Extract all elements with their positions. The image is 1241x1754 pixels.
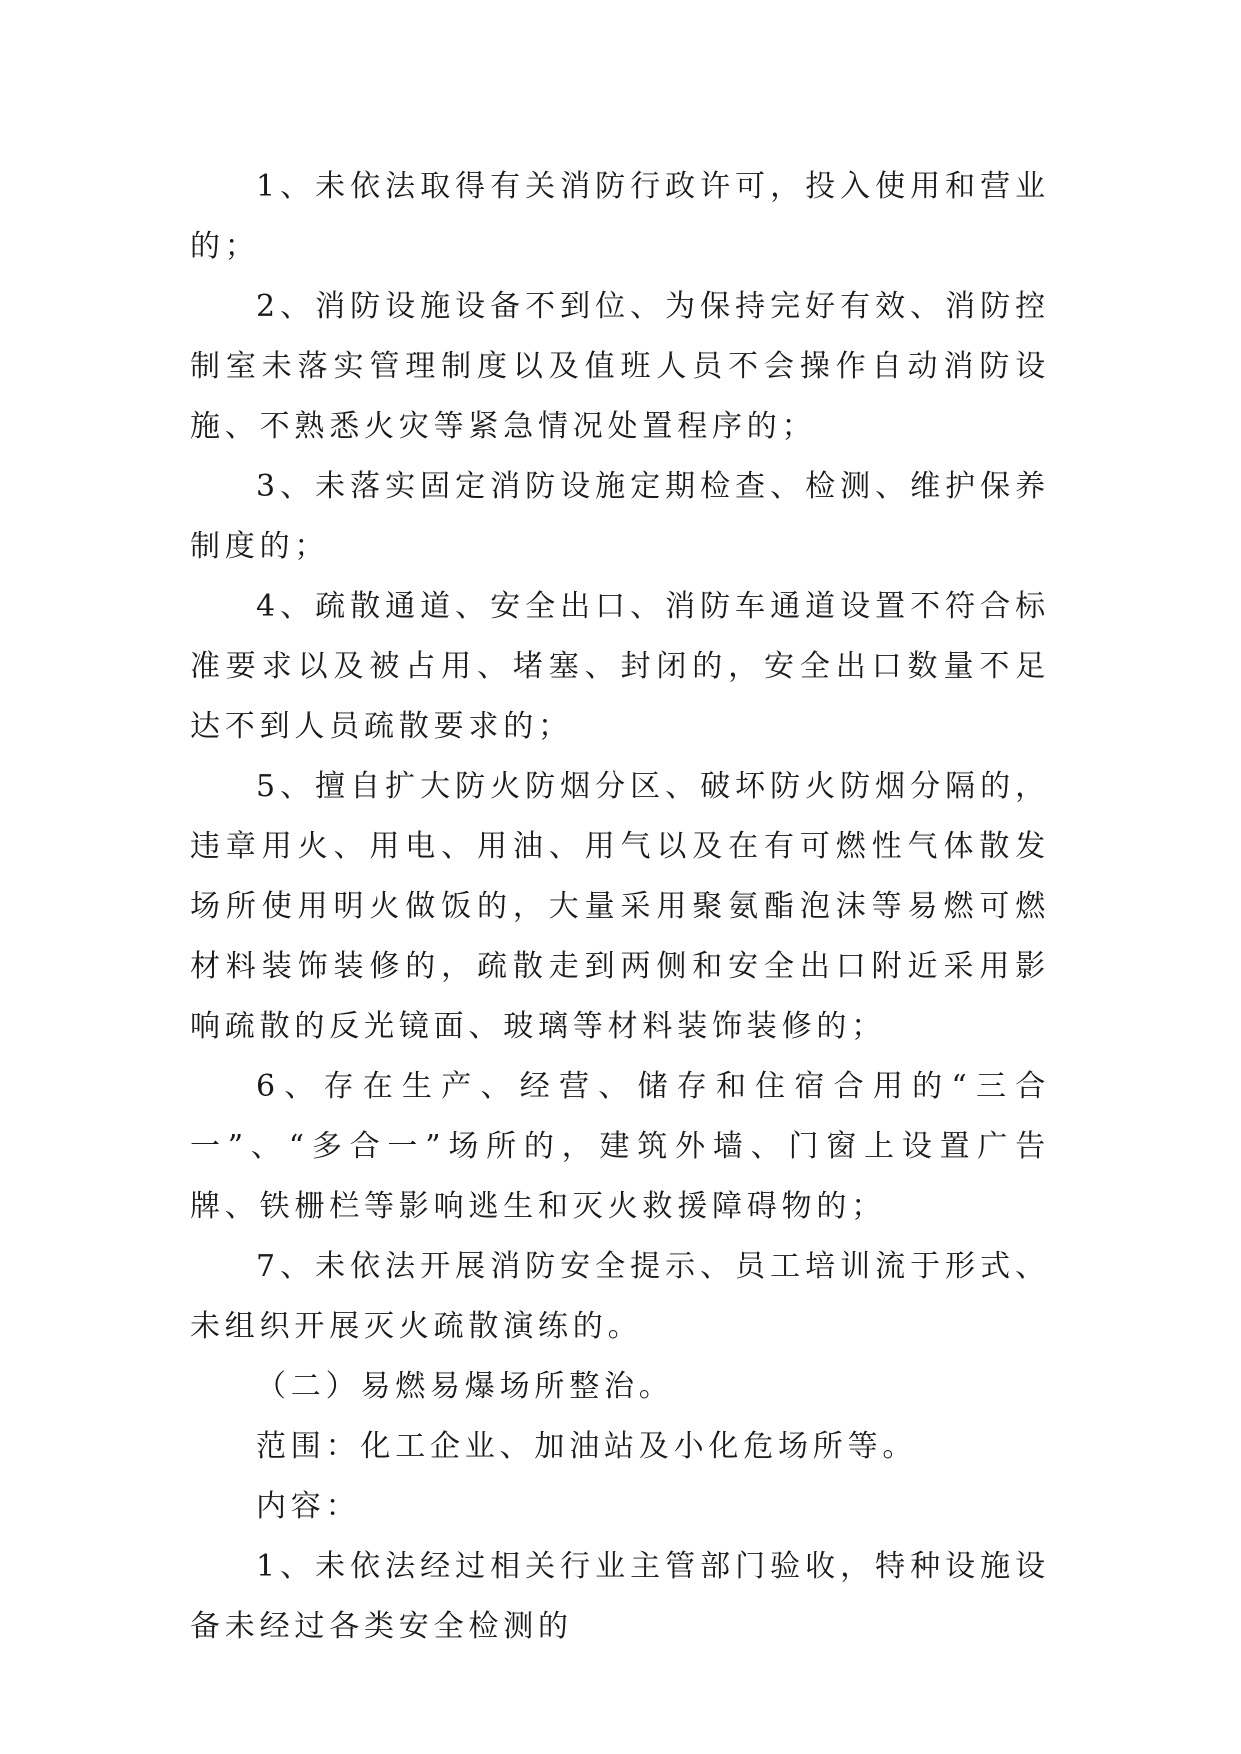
scope-paragraph: 范围：化工企业、加油站及小化危场所等。	[256, 1429, 918, 1464]
paragraph-item-8: 1、未依法经过相关行业主管部门验收，特种设施设备未经过各类安全检测的	[190, 1549, 1050, 1644]
section-heading: （二）易燃易爆场所整治。	[256, 1369, 674, 1404]
paragraph-item-3: 3、未落实固定消防设施定期检查、检测、维护保养制度的；	[190, 469, 1050, 564]
paragraph-item-7: 7、未依法开展消防安全提示、员工培训流于形式、未组织开展灭火疏散演练的。	[190, 1249, 1050, 1344]
paragraph-item-4: 4、疏散通道、安全出口、消防车通道设置不符合标准要求以及被占用、堵塞、封闭的，安全出口数量不足达不到人员疏散要求的；	[190, 589, 1050, 744]
paragraph-item-6: 6、存在生产、经营、储存和住宿合用的“三合一”、“多合一”场所的，建筑外墙、门窗上设置广告牌、铁栅栏等影响逃生和灭火救援障碍物的；	[190, 1069, 1050, 1224]
content-label: 内容：	[256, 1489, 361, 1524]
paragraph-item-2: 2、消防设施设备不到位、为保持完好有效、消防控制室未落实管理制度以及值班人员不会操作自动消防设施、不熟悉火灾等紧急情况处置程序的；	[190, 289, 1050, 444]
paragraph-item-5: 5、擅自扩大防火防烟分区、破坏防火防烟分隔的，违章用火、用电、用油、用气以及在有可燃性气体散发场所使用明火做饭的，大量采用聚氨酯泡沫等易燃可燃材料装饰装修的，疏散走到两侧和安全出口附近采用影响疏散的反光镜面、玻璃等材料装饰装修的；	[190, 769, 1050, 1044]
document-body	[190, 157, 1050, 1657]
paragraph-item-1: 1、未依法取得有关消防行政许可，投入使用和营业的；	[190, 169, 1050, 264]
